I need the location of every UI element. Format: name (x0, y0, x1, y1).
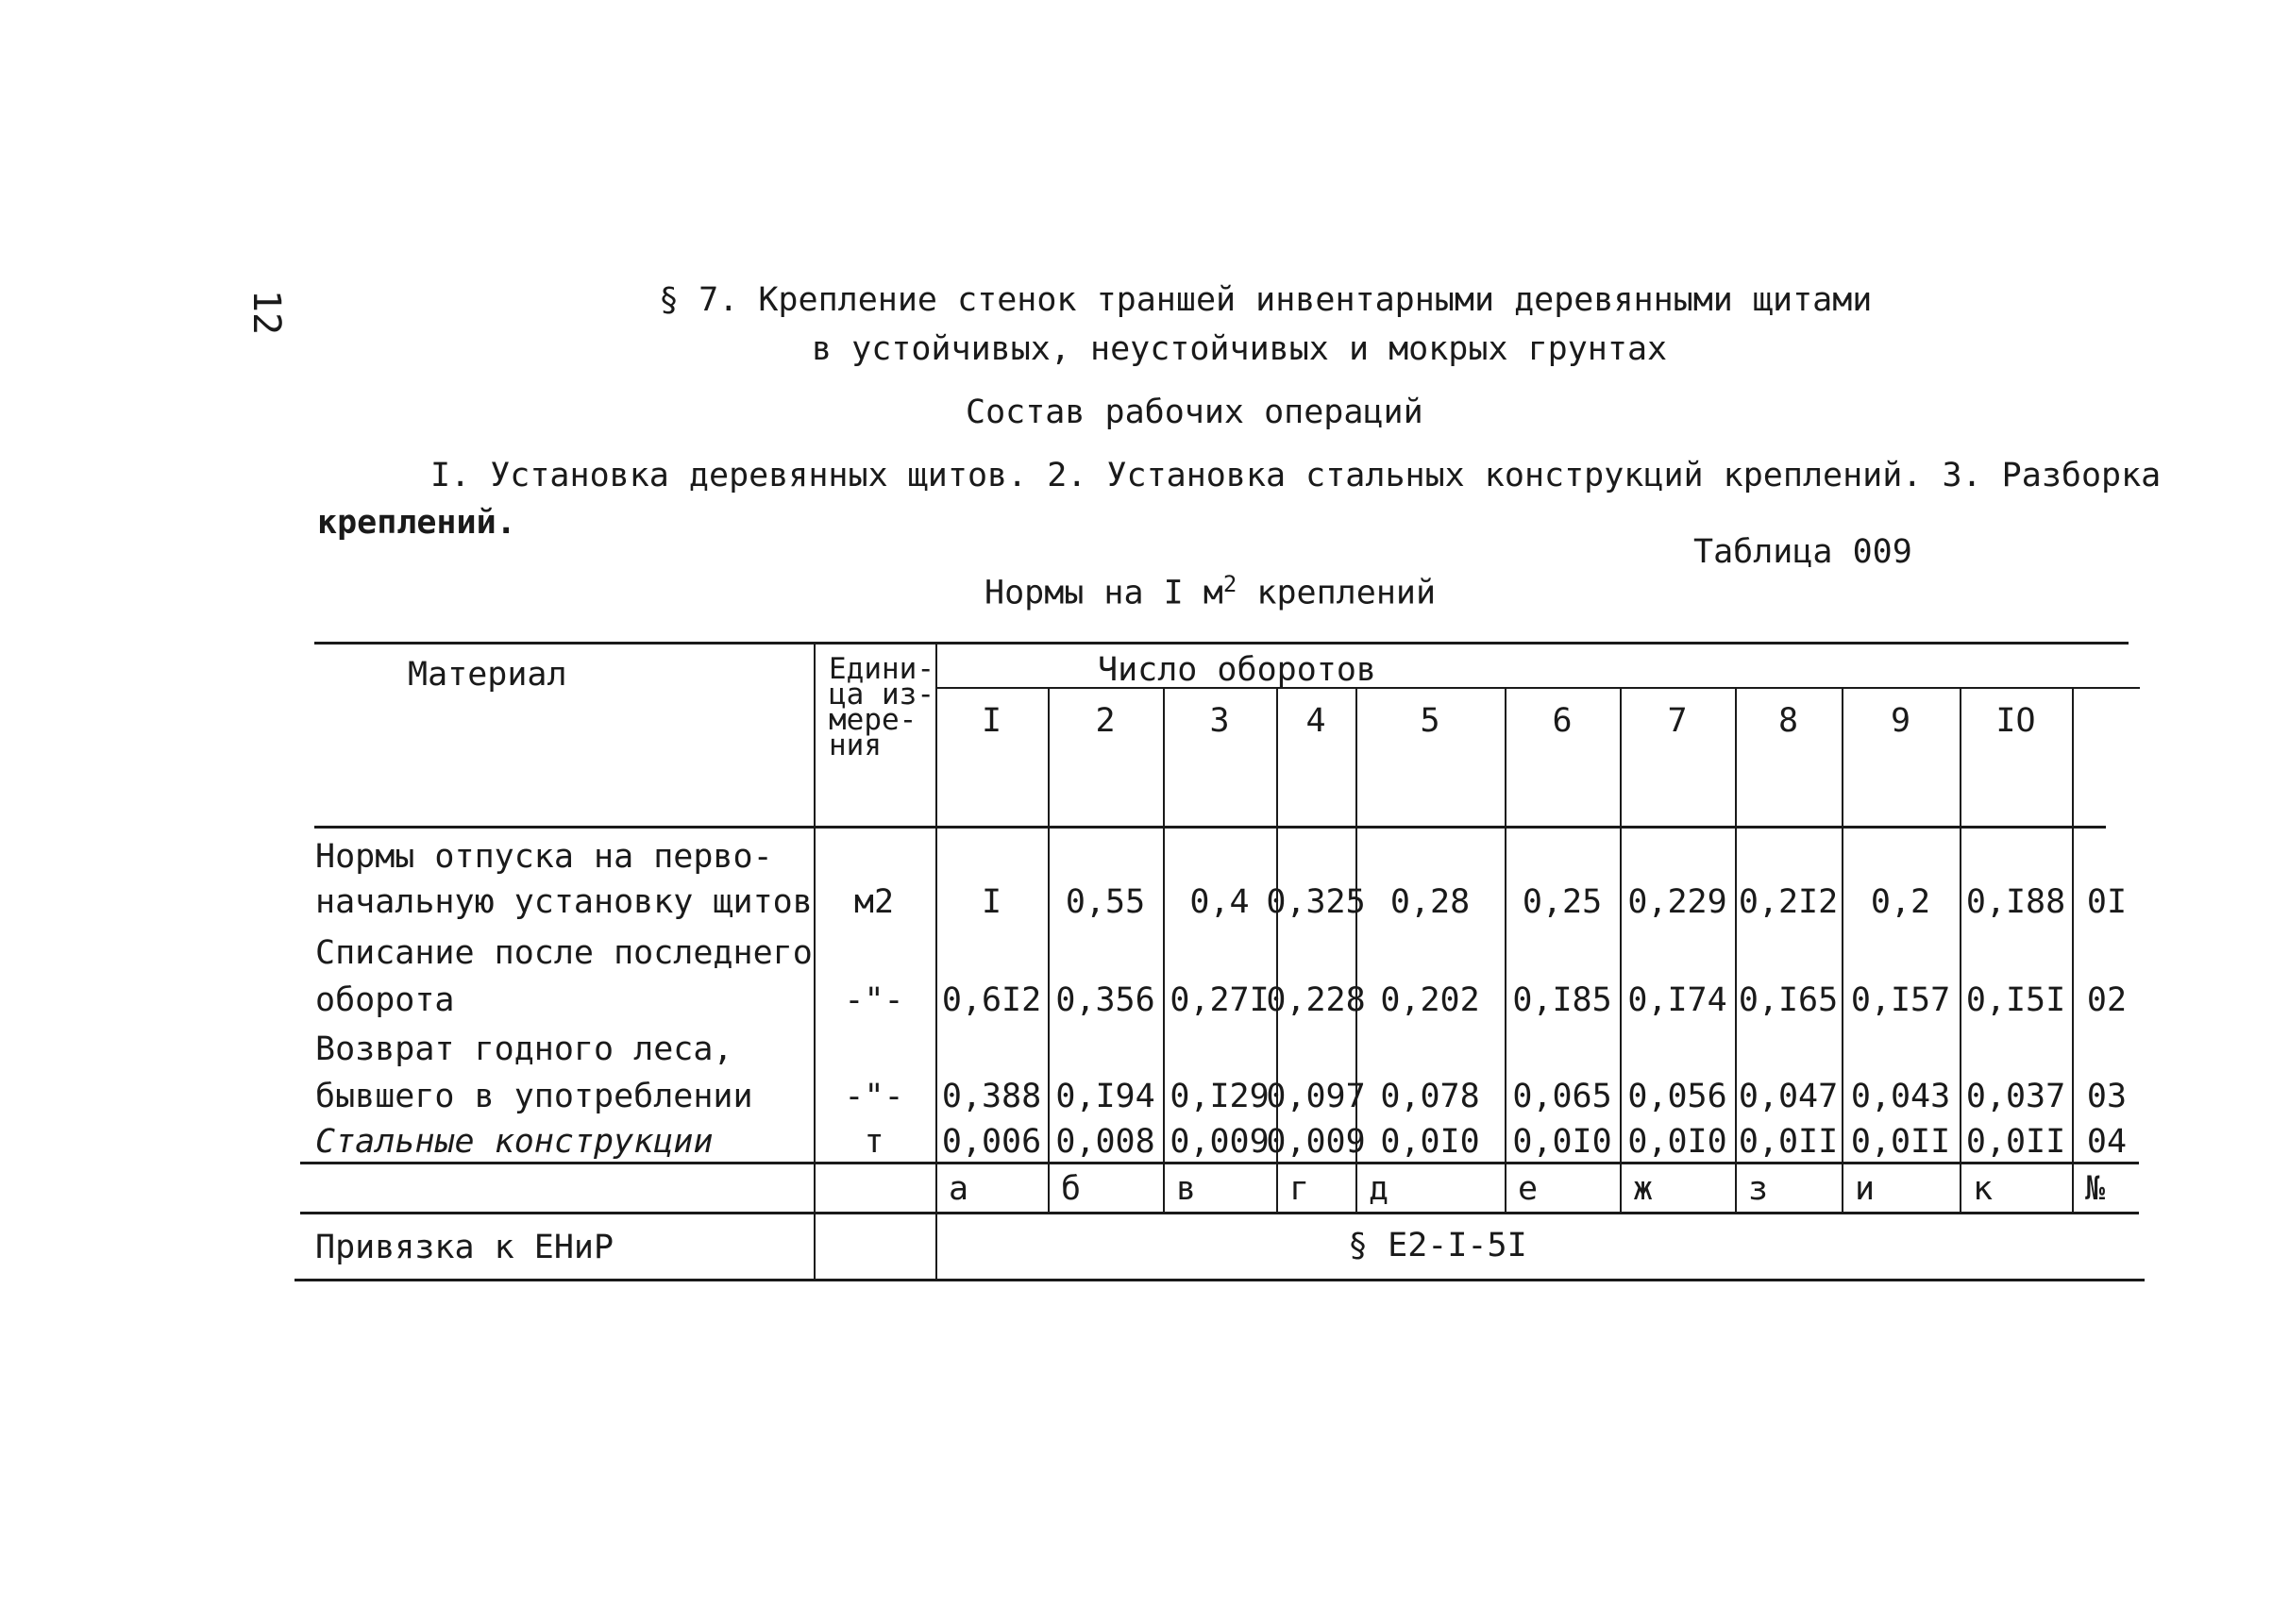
page-number: 12 (244, 289, 289, 336)
turn-col-rule-8 (1842, 687, 1843, 1212)
row-1-value-6: 0,25 (1522, 883, 1603, 921)
turn-column-header-8: 8 (1777, 702, 1799, 740)
unit-left-rule (814, 642, 816, 1279)
section-heading-line-2: в устойчивых, неустойчивых и мокрых грунтах (812, 330, 1668, 368)
row-4-value-4: 0,009 (1266, 1123, 1366, 1161)
binding-value: § Е2-I-5I (1348, 1227, 1527, 1264)
row-1-name-line-2: начальную установку щитов (315, 883, 813, 921)
row-3-value-8: 0,047 (1738, 1078, 1839, 1115)
row-1-value-5: 0,28 (1389, 883, 1471, 921)
letter-7: ж (1633, 1170, 1654, 1208)
row-2-value-9: 0,I57 (1850, 981, 1951, 1019)
subtitle: Состав рабочих операций (966, 393, 1423, 431)
norm-caption (985, 571, 1436, 612)
row-1-code: 0I (2086, 883, 2128, 921)
letter-3: в (1176, 1170, 1197, 1208)
row-2-value-1: 0,6I2 (941, 981, 1042, 1019)
turn-column-header-2: 2 (1095, 702, 1116, 740)
table-bottom-rule (295, 1279, 2145, 1281)
row-1-value-7: 0,229 (1627, 883, 1727, 921)
row-4-value-10: 0,0II (1965, 1123, 2066, 1161)
row-1-value-2: 0,55 (1065, 883, 1146, 921)
turn-col-rule-7 (1735, 687, 1737, 1212)
letter-11: № (2085, 1170, 2106, 1208)
row-1-value-9: 0,2 (1870, 883, 1931, 921)
letter-2: б (1061, 1170, 1082, 1208)
row-2-value-6: 0,I85 (1512, 981, 1612, 1019)
turn-col-rule-9 (1960, 687, 1961, 1212)
row-2-name-line-2: оборота (315, 981, 455, 1019)
letter-10: к (1973, 1170, 1994, 1208)
norm-caption-text: Нормы на I м (985, 574, 1223, 612)
turn-col-rule-2 (1163, 687, 1165, 1212)
header-material: Материал (408, 656, 567, 694)
table-number: Таблица 009 (1693, 533, 1912, 571)
row-4-name-line-1: Стальные конструкции (315, 1123, 714, 1161)
row-3-value-3: 0,I29 (1170, 1078, 1270, 1115)
letter-8: з (1748, 1170, 1769, 1208)
row-3-value-7: 0,056 (1627, 1078, 1727, 1115)
row-4-value-2: 0,008 (1055, 1123, 1155, 1161)
row-2-unit: -"- (844, 981, 904, 1019)
row-2-name-line-1: Списание после последнего (315, 934, 813, 972)
header-unit-line-3: ния (829, 728, 882, 762)
turn-column-header-4: 4 (1305, 702, 1326, 740)
row-1-value-8: 0,2I2 (1738, 883, 1839, 921)
norm-caption-sup: 2 (1222, 571, 1237, 597)
row-4-value-5: 0,0I0 (1380, 1123, 1480, 1161)
letter-1: а (949, 1170, 969, 1208)
letter-6: е (1518, 1170, 1539, 1208)
operations-line-2: креплений. (317, 504, 516, 542)
row-1-value-4: 0,325 (1266, 883, 1366, 921)
row-1-value-3: 0,4 (1189, 883, 1250, 921)
operations-line-1: I. Установка деревянных щитов. 2. Установка стальных конструкций креплений. 3. Разборка (430, 457, 2162, 494)
row-4-value-8: 0,0II (1738, 1123, 1839, 1161)
row-4-value-3: 0,009 (1170, 1123, 1270, 1161)
row-3-value-9: 0,043 (1850, 1078, 1951, 1115)
letters-bottom-rule (300, 1212, 2139, 1214)
row-3-value-2: 0,I94 (1055, 1078, 1155, 1115)
row-2-value-4: 0,228 (1266, 981, 1366, 1019)
row-2-value-3: 0,27I (1170, 981, 1270, 1019)
header-unit-line-2: мере- (829, 703, 917, 737)
row-3-value-6: 0,065 (1512, 1078, 1612, 1115)
norm-caption-rest: креплений (1237, 574, 1437, 612)
row-1-unit: м2 (853, 883, 895, 921)
turn-col-rule-1 (1048, 687, 1050, 1212)
row-3-unit: -"- (844, 1078, 904, 1115)
row-4-value-6: 0,0I0 (1512, 1123, 1612, 1161)
row-3-value-1: 0,388 (941, 1078, 1042, 1115)
row-4-value-1: 0,006 (941, 1123, 1042, 1161)
row-4-value-7: 0,0I0 (1627, 1123, 1727, 1161)
header-bottom-rule (314, 826, 2106, 829)
row-2-value-5: 0,202 (1380, 981, 1480, 1019)
row-4-value-9: 0,0II (1850, 1123, 1951, 1161)
turn-column-header-1: I (981, 702, 1002, 740)
row-1-name-line-1: Нормы отпуска на перво- (315, 838, 773, 876)
row-3-value-10: 0,037 (1965, 1078, 2066, 1115)
row-2-code: 02 (2086, 981, 2128, 1019)
turn-column-header-3: 3 (1209, 702, 1230, 740)
letters-top-rule (300, 1162, 2139, 1164)
header-turns: Число оборотов (1098, 651, 1377, 689)
row-3-name-line-1: Возврат годного леса, (315, 1030, 733, 1068)
row-3-code: 03 (2086, 1078, 2128, 1115)
turn-column-header-6: 6 (1552, 702, 1573, 740)
turn-col-rule-6 (1620, 687, 1622, 1212)
row-3-name-line-2: бывшего в употреблении (315, 1078, 753, 1115)
row-3-value-5: 0,078 (1380, 1078, 1480, 1115)
row-2-value-2: 0,356 (1055, 981, 1155, 1019)
row-2-value-7: 0,I74 (1627, 981, 1727, 1019)
turn-column-header-5: 5 (1420, 702, 1440, 740)
unit-right-rule (935, 642, 937, 1279)
row-3-value-4: 0,097 (1266, 1078, 1366, 1115)
section-heading-line-1: § 7. Крепление стенок траншей инвентарными деревянными щитами (659, 281, 1873, 319)
row-1-value-1: I (981, 883, 1002, 921)
turn-column-header-7: 7 (1667, 702, 1688, 740)
turn-col-rule-5 (1505, 687, 1506, 1212)
table-top-rule (314, 642, 2129, 645)
row-4-unit: т (864, 1123, 884, 1161)
header-unit-line-0: Едини- (829, 652, 934, 686)
row-2-value-10: 0,I5I (1965, 981, 2066, 1019)
turn-column-header-9: 9 (1890, 702, 1911, 740)
code-col-rule (2072, 826, 2074, 1212)
row-2-value-8: 0,I65 (1738, 981, 1839, 1019)
binding-label: Привязка к ЕНиР (315, 1229, 614, 1266)
header-unit-line-1: ца из- (829, 678, 934, 712)
letter-5: д (1369, 1170, 1389, 1208)
letter-9: и (1855, 1170, 1876, 1208)
row-1-value-10: 0,I88 (1965, 883, 2066, 921)
letter-4: г (1289, 1170, 1310, 1208)
row-4-code: 04 (2086, 1123, 2128, 1161)
turn-column-header-10: IO (1995, 702, 2036, 740)
